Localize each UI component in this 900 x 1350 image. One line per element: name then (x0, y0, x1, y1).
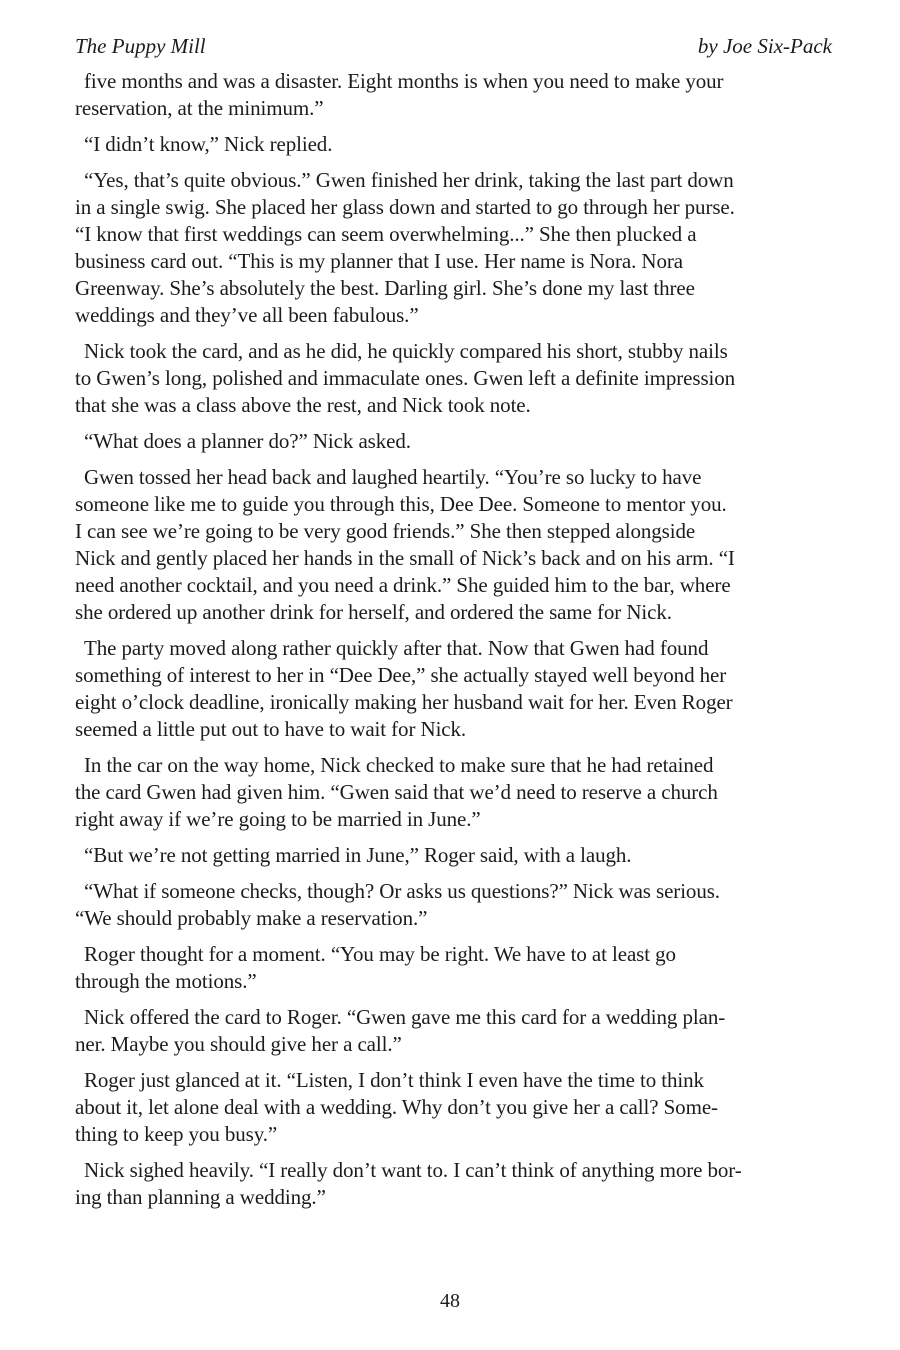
text-line: I can see we’re going to be very good friends.” She then stepped alongside (75, 519, 696, 543)
paragraph (75, 464, 860, 626)
text-line: through the motions.” (75, 969, 257, 993)
paragraph (75, 635, 860, 743)
text-line: In the car on the way home, Nick checked to make sure that he had retained (84, 753, 714, 777)
text-line: Gwen tossed her head back and laughed heartily. “You’re so lucky to have (84, 465, 702, 489)
text-line: something of interest to her in “Dee Dee,” she actually stayed well beyond her (75, 663, 727, 687)
text-line: Roger just glanced at it. “Listen, I don’t think I even have the time to think (84, 1068, 704, 1092)
paragraph (75, 842, 860, 869)
text-line: need another cocktail, and you need a drink.” She guided him to the bar, where (75, 573, 731, 597)
text-line: someone like me to guide you through this, Dee Dee. Someone to mentor you. (75, 492, 727, 516)
paragraph (75, 878, 860, 932)
page-header (75, 34, 832, 58)
page-number: 48 (440, 1290, 460, 1312)
page-body (75, 68, 860, 1211)
text-line: about it, let alone deal with a wedding. Why don’t you give her a call? Some- (75, 1095, 718, 1119)
paragraph (75, 167, 860, 329)
book-title: The Puppy Mill (75, 34, 206, 58)
paragraph (75, 1157, 860, 1211)
paragraph (75, 338, 860, 419)
text-line: “But we’re not getting married in June,” Roger said, with a laugh. (84, 843, 632, 867)
text-line: ing than planning a wedding.” (75, 1185, 326, 1209)
paragraph (75, 1004, 860, 1058)
text-line: Nick sighed heavily. “I really don’t want to. I can’t think of anything more bor- (84, 1158, 742, 1182)
text-line: The party moved along rather quickly after that. Now that Gwen had found (84, 636, 709, 660)
text-line: Roger thought for a moment. “You may be right. We have to at least go (84, 942, 676, 966)
text-line: eight o’clock deadline, ironically making her husband wait for her. Even Roger (75, 690, 733, 714)
paragraph (75, 428, 860, 455)
text-line: in a single swig. She placed her glass down and started to go through her purse. (75, 195, 735, 219)
text-line: five months and was a disaster. Eight months is when you need to make your (84, 69, 724, 93)
text-line: seemed a little put out to have to wait for Nick. (75, 717, 467, 741)
text-line: “Yes, that’s quite obvious.” Gwen finished her drink, taking the last part down (84, 168, 734, 192)
text-line: Nick offered the card to Roger. “Gwen gave me this card for a wedding plan- (84, 1005, 726, 1029)
text-line: Nick and gently placed her hands in the small of Nick’s back and on his arm. “I (75, 546, 735, 570)
text-line: that she was a class above the rest, and Nick took note. (75, 393, 531, 417)
text-line: “What if someone checks, though? Or asks us questions?” Nick was serious. (84, 879, 720, 903)
paragraph (75, 68, 860, 122)
text-line: to Gwen’s long, polished and immaculate ones. Gwen left a definite impression (75, 366, 736, 390)
text-line: Greenway. She’s absolutely the best. Darling girl. She’s done my last three (75, 276, 695, 300)
author-byline: by Joe Six-Pack (697, 34, 832, 58)
page-footer (0, 1289, 900, 1313)
paragraph (75, 131, 860, 158)
paragraph (75, 752, 860, 833)
text-line: she ordered up another drink for herself, and ordered the same for Nick. (75, 600, 672, 624)
text-line: “I didn’t know,” Nick replied. (84, 132, 333, 156)
text-line: business card out. “This is my planner that I use. Her name is Nora. Nora (75, 249, 683, 273)
text-line: the card Gwen had given him. “Gwen said that we’d need to reserve a church (75, 780, 718, 804)
paragraph (75, 941, 860, 995)
text-line: reservation, at the minimum.” (75, 96, 324, 120)
text-line: Nick took the card, and as he did, he quickly compared his short, stubby nails (84, 339, 728, 363)
paragraph (75, 1067, 860, 1148)
text-line: “We should probably make a reservation.” (75, 906, 428, 930)
text-line: ner. Maybe you should give her a call.” (75, 1032, 402, 1056)
text-line: weddings and they’ve all been fabulous.” (75, 303, 419, 327)
text-line: “What does a planner do?” Nick asked. (84, 429, 411, 453)
text-line: thing to keep you busy.” (75, 1122, 278, 1146)
text-line: “I know that first weddings can seem overwhelming...” She then plucked a (75, 222, 697, 246)
text-line: right away if we’re going to be married in June.” (75, 807, 481, 831)
